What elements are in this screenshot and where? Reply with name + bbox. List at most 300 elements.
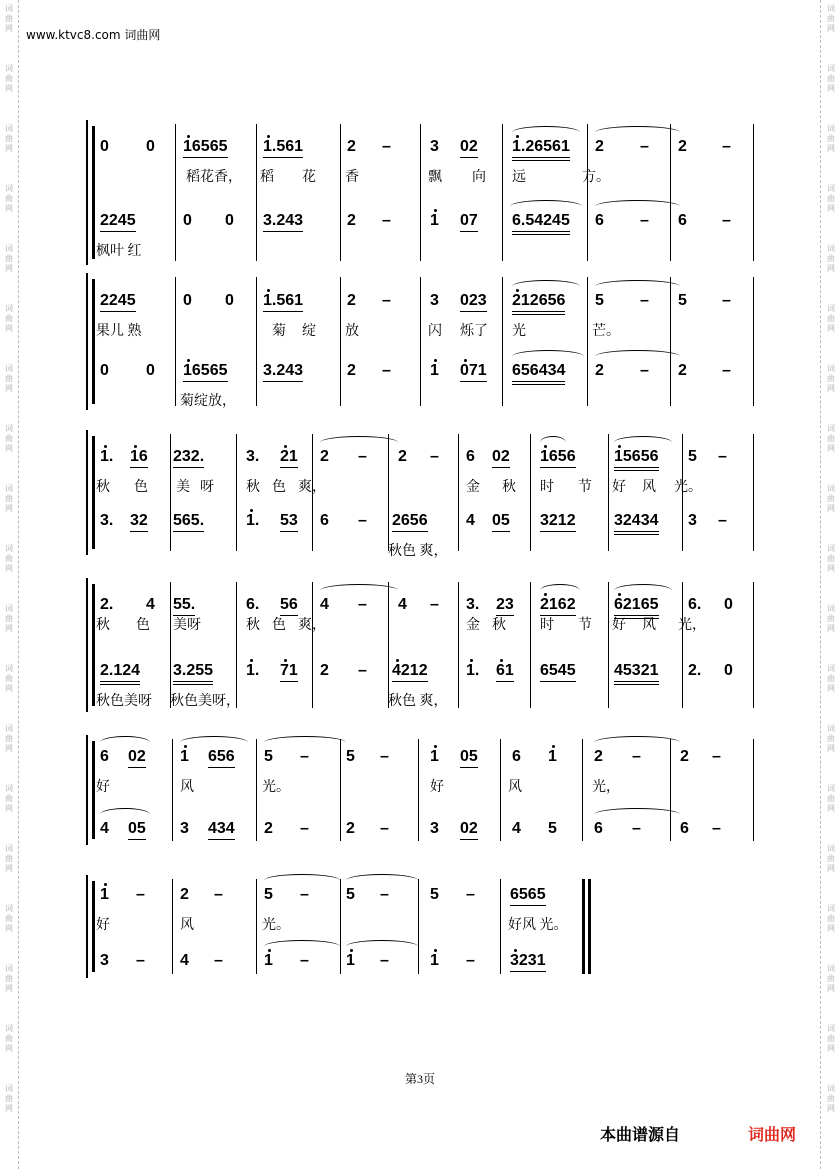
note-group: – xyxy=(712,820,721,837)
note-group: – xyxy=(382,138,391,155)
note-group: – xyxy=(300,886,309,903)
watermark-char: 曲 xyxy=(827,494,835,503)
watermark-char: 网 xyxy=(5,984,13,993)
watermark-char: 曲 xyxy=(5,14,13,23)
slur-arc xyxy=(594,736,680,749)
watermark-char: 词 xyxy=(5,304,13,313)
lyric: 时 xyxy=(540,618,554,633)
note-group: 05 xyxy=(128,820,146,838)
watermark-glyphs xyxy=(2,484,16,514)
note-group: 4 xyxy=(100,820,109,837)
source-label: 本曲谱源自 xyxy=(600,1125,681,1144)
watermark-glyphs xyxy=(824,124,838,154)
watermark-char: 词 xyxy=(827,664,835,673)
note-group: – xyxy=(632,820,641,837)
source-brand-link[interactable]: 词曲网 xyxy=(748,1125,797,1144)
note-group: 2656 xyxy=(392,512,428,530)
lyric: 花 xyxy=(302,170,316,185)
note-group: 0 xyxy=(100,362,109,379)
slur-arc xyxy=(346,940,418,953)
watermark-char: 网 xyxy=(5,384,13,393)
barline xyxy=(608,434,609,551)
note-group: 6545 xyxy=(540,662,576,680)
note-group: 1 xyxy=(264,952,273,970)
beam-line xyxy=(173,615,195,616)
beam-line xyxy=(512,314,565,315)
lyric: 色 xyxy=(136,618,150,633)
system-bracket xyxy=(86,430,88,555)
barline xyxy=(418,739,419,841)
slur-arc xyxy=(264,736,346,749)
watermark-char: 网 xyxy=(827,1044,835,1053)
beam-line xyxy=(460,839,478,840)
beam-line xyxy=(496,681,514,682)
slur-arc xyxy=(100,808,150,821)
watermark-char: 曲 xyxy=(827,914,835,923)
watermark-char: 曲 xyxy=(5,194,13,203)
octave-dot xyxy=(104,445,107,448)
lyric: 好 xyxy=(96,918,110,933)
watermark-char: 网 xyxy=(827,144,835,153)
barline xyxy=(458,582,459,708)
lyric: 芒。 xyxy=(592,324,620,339)
barline xyxy=(388,582,389,708)
slur-arc xyxy=(264,874,340,887)
octave-dot xyxy=(187,359,190,362)
watermark-char: 网 xyxy=(5,84,13,93)
note-group: 1.26561 xyxy=(512,138,570,156)
note-group: 2.124 xyxy=(100,662,140,680)
watermark-glyphs xyxy=(824,604,838,634)
lyric: 放 xyxy=(345,324,359,339)
slur-arc xyxy=(594,808,680,821)
note-group: 2 xyxy=(346,820,355,837)
watermark-glyphs xyxy=(824,364,838,394)
note-group: 5 xyxy=(430,886,439,903)
lyric: 好 xyxy=(612,480,626,495)
watermark-char: 词 xyxy=(5,844,13,853)
note-group: 1.561 xyxy=(263,138,303,156)
system-bracket xyxy=(86,578,88,712)
beam-line xyxy=(512,231,570,232)
note-group: 2 xyxy=(320,448,329,465)
lyric: 好 xyxy=(96,780,110,795)
watermark-char: 词 xyxy=(5,184,13,193)
watermark-char: 网 xyxy=(827,264,835,273)
barline xyxy=(670,277,671,406)
barline xyxy=(172,739,173,841)
beam-line xyxy=(512,160,570,161)
watermark-char: 曲 xyxy=(827,614,835,623)
watermark-char: 词 xyxy=(827,844,835,853)
note-group: – xyxy=(214,886,223,903)
octave-dot xyxy=(470,659,473,662)
lyric: 风 xyxy=(508,780,522,795)
lyric: 金 xyxy=(466,480,480,495)
note-group: – xyxy=(712,748,721,765)
watermark-glyphs xyxy=(824,484,838,514)
watermark-char: 曲 xyxy=(827,794,835,803)
note-group: 56 xyxy=(280,596,298,614)
barline xyxy=(500,879,501,974)
watermark-char: 曲 xyxy=(5,554,13,563)
note-group: 2. xyxy=(688,662,702,679)
watermark-glyphs xyxy=(824,304,838,334)
watermark-char: 词 xyxy=(827,724,835,733)
note-group: 4 xyxy=(180,952,189,969)
octave-dot xyxy=(187,135,190,138)
note-group: 656434 xyxy=(512,362,565,380)
barline xyxy=(236,434,237,551)
watermark-char: 曲 xyxy=(5,614,13,623)
barline xyxy=(458,434,459,551)
note-group: – xyxy=(136,886,145,903)
watermark-char: 词 xyxy=(827,1084,835,1093)
watermark-char: 词 xyxy=(5,544,13,553)
beam-line xyxy=(128,767,146,768)
note-group: 1 xyxy=(346,952,355,970)
lyric: 秋 xyxy=(96,618,110,633)
note-group: 2245 xyxy=(100,212,136,230)
lyric: 光。 xyxy=(262,780,290,795)
note-group: 3. xyxy=(246,448,260,465)
watermark-glyphs xyxy=(2,724,16,754)
system-bracket xyxy=(92,881,95,972)
note-group: – xyxy=(722,292,731,309)
barline xyxy=(340,277,341,406)
note-group: 16 xyxy=(130,448,148,466)
watermark-char: 词 xyxy=(827,784,835,793)
system-bracket xyxy=(92,741,95,839)
lyric: 爽， xyxy=(298,618,326,633)
note-group: – xyxy=(466,886,475,903)
watermark-glyphs xyxy=(2,124,16,154)
beam-line xyxy=(392,531,428,532)
lyric: 好风 光。 xyxy=(508,918,568,933)
note-group: – xyxy=(358,662,367,679)
beam-line xyxy=(263,157,303,158)
note-group: 2 xyxy=(320,662,329,679)
barline xyxy=(500,739,501,841)
beam-line xyxy=(540,467,576,468)
watermark-char: 曲 xyxy=(827,194,835,203)
lyric: 香 xyxy=(345,170,359,185)
beam-line xyxy=(263,381,303,382)
barline xyxy=(312,582,313,708)
lyric: 稻花香， xyxy=(186,170,242,185)
system-bracket xyxy=(86,735,88,845)
watermark-char: 曲 xyxy=(5,974,13,983)
barline xyxy=(256,739,257,841)
note-group: 4 xyxy=(466,512,475,529)
barline xyxy=(418,879,419,974)
note-group: 1.561 xyxy=(263,292,303,310)
right-watermark-strip xyxy=(824,0,838,1169)
beam-line xyxy=(263,231,303,232)
note-group: 4 xyxy=(146,596,155,613)
watermark-glyphs xyxy=(2,304,16,334)
beam-line xyxy=(614,470,659,471)
lyric: 呀 xyxy=(200,480,214,495)
lyric: 光。 xyxy=(262,918,290,933)
watermark-char: 曲 xyxy=(5,854,13,863)
lyric: 好 xyxy=(612,618,626,633)
watermark-glyphs xyxy=(2,604,16,634)
lyric: 色 xyxy=(134,480,148,495)
barline xyxy=(608,582,609,708)
note-group: 6 xyxy=(320,512,329,529)
beam-line xyxy=(614,684,659,685)
note-group: 1 xyxy=(548,748,557,766)
watermark-char: 曲 xyxy=(827,254,835,263)
beam-line xyxy=(460,381,487,382)
watermark-glyphs xyxy=(2,964,16,994)
watermark-char: 网 xyxy=(827,624,835,633)
note-group: 212656 xyxy=(512,292,565,310)
note-group: 05 xyxy=(460,748,478,766)
slur-arc xyxy=(512,350,584,363)
slur-arc xyxy=(510,200,582,213)
watermark-char: 词 xyxy=(5,124,13,133)
beam-line xyxy=(540,615,576,616)
watermark-glyphs xyxy=(824,664,838,694)
beam-line xyxy=(100,681,140,682)
note-group: 3.243 xyxy=(263,212,303,230)
note-group: – xyxy=(640,212,649,229)
beam-line xyxy=(100,684,140,685)
note-group: 0 xyxy=(724,596,733,613)
barline xyxy=(753,739,754,841)
watermark-glyphs xyxy=(2,424,16,454)
note-group: 61 xyxy=(496,662,514,680)
watermark-glyphs xyxy=(824,424,838,454)
note-group: 16565 xyxy=(183,138,228,156)
note-group: 6 xyxy=(594,820,603,837)
note-group: 16565 xyxy=(183,362,228,380)
barline xyxy=(530,582,531,708)
beam-line xyxy=(280,681,298,682)
lyric: 节 xyxy=(578,618,592,633)
note-group: 6 xyxy=(680,820,689,837)
beam-line xyxy=(392,681,428,682)
note-group: 53 xyxy=(280,512,298,530)
watermark-char: 曲 xyxy=(827,1094,835,1103)
slur-arc xyxy=(540,584,580,597)
note-group: – xyxy=(382,212,391,229)
watermark-char: 词 xyxy=(5,964,13,973)
watermark-char: 词 xyxy=(5,4,13,13)
note-group: 3 xyxy=(100,952,109,969)
note-group: 0 xyxy=(146,362,155,379)
note-group: 5 xyxy=(264,748,273,765)
watermark-char: 曲 xyxy=(827,1034,835,1043)
octave-dot xyxy=(267,289,270,292)
note-group: 3. xyxy=(100,512,114,529)
slur-arc xyxy=(512,280,580,293)
watermark-char: 词 xyxy=(827,964,835,973)
watermark-char: 网 xyxy=(827,984,835,993)
slur-arc xyxy=(595,200,680,213)
lyric: 风 xyxy=(180,780,194,795)
note-group: 2 xyxy=(594,748,603,765)
note-group: 1. xyxy=(466,662,479,680)
beam-line xyxy=(263,311,303,312)
note-group: 1 xyxy=(430,748,439,766)
note-group: – xyxy=(380,748,389,765)
beam-line xyxy=(183,381,228,382)
note-group: – xyxy=(640,138,649,155)
beam-line xyxy=(512,384,565,385)
system-bracket xyxy=(92,436,95,549)
lyric: 风 xyxy=(642,618,656,633)
watermark-char: 网 xyxy=(5,264,13,273)
watermark-char: 网 xyxy=(5,144,13,153)
note-group: 23 xyxy=(496,596,514,614)
barline xyxy=(753,434,754,551)
note-group: 15656 xyxy=(614,448,659,466)
note-group: – xyxy=(640,292,649,309)
slur-arc xyxy=(595,280,680,293)
barline xyxy=(670,739,671,841)
slur-arc xyxy=(346,874,418,887)
beam-line xyxy=(173,681,213,682)
note-group: 1. xyxy=(246,512,259,530)
system-bracket xyxy=(86,273,88,410)
watermark-glyphs xyxy=(2,904,16,934)
watermark-char: 词 xyxy=(5,424,13,433)
beam-line xyxy=(100,231,136,232)
beam-line xyxy=(512,157,570,158)
note-group: 6 xyxy=(512,748,521,765)
note-group: 05 xyxy=(492,512,510,530)
system-bracket xyxy=(86,120,88,265)
lyric: 光， xyxy=(592,780,620,795)
note-group: 2 xyxy=(347,362,356,379)
watermark-char: 网 xyxy=(5,504,13,513)
note-group: – xyxy=(722,362,731,379)
watermark-char: 词 xyxy=(827,904,835,913)
beam-line xyxy=(460,231,478,232)
lyric: 色 xyxy=(272,618,286,633)
watermark-char: 网 xyxy=(5,564,13,573)
note-group: – xyxy=(300,820,309,837)
watermark-glyphs xyxy=(824,4,838,34)
note-group: 3.243 xyxy=(263,362,303,380)
note-group: 4 xyxy=(320,596,329,613)
slur-arc xyxy=(614,436,672,449)
note-group: 3 xyxy=(180,820,189,837)
watermark-char: 曲 xyxy=(5,494,13,503)
watermark-glyphs xyxy=(824,844,838,874)
system-bracket xyxy=(92,279,95,404)
note-group: 02 xyxy=(128,748,146,766)
note-group: 6.54245 xyxy=(512,212,570,230)
watermark-char: 曲 xyxy=(827,974,835,983)
note-group: 5 xyxy=(346,886,355,903)
beam-line xyxy=(492,531,510,532)
watermark-glyphs xyxy=(2,844,16,874)
lyric: 秋色美呀 xyxy=(96,694,152,709)
slur-arc xyxy=(614,584,672,597)
note-group: 02 xyxy=(460,138,478,156)
watermark-char: 网 xyxy=(5,864,13,873)
note-group: – xyxy=(214,952,223,969)
note-group: 3 xyxy=(430,292,439,309)
watermark-glyphs xyxy=(824,964,838,994)
watermark-char: 词 xyxy=(827,244,835,253)
note-group: 2 xyxy=(347,292,356,309)
note-group: – xyxy=(632,748,641,765)
watermark-glyphs xyxy=(824,184,838,214)
watermark-char: 曲 xyxy=(827,554,835,563)
note-group: 32 xyxy=(130,512,148,530)
lyric: 向 xyxy=(472,170,486,185)
watermark-char: 词 xyxy=(5,1084,13,1093)
beam-line xyxy=(208,767,235,768)
note-group: 2 xyxy=(347,212,356,229)
watermark-char: 词 xyxy=(5,484,13,493)
note-group: 0 xyxy=(225,212,234,229)
note-group: 45321 xyxy=(614,662,659,680)
note-group: 2. xyxy=(100,596,114,613)
barline xyxy=(420,124,421,261)
lyric: 秋 xyxy=(246,618,260,633)
note-group: 2162 xyxy=(540,596,576,614)
note-group: – xyxy=(136,952,145,969)
beam-line xyxy=(183,157,228,158)
octave-dot xyxy=(250,659,253,662)
site-url[interactable]: www.ktvc8.com 词曲网 xyxy=(26,28,161,42)
note-group: 4 xyxy=(512,820,521,837)
note-group: 5 xyxy=(548,820,557,837)
note-group: 1. xyxy=(246,662,259,680)
watermark-char: 网 xyxy=(827,324,835,333)
system-bracket xyxy=(92,126,95,259)
note-group: 6 xyxy=(466,448,475,465)
note-group: 0 xyxy=(100,138,109,155)
octave-dot xyxy=(514,949,517,952)
barline xyxy=(502,277,503,406)
watermark-char: 词 xyxy=(827,544,835,553)
note-group: – xyxy=(358,512,367,529)
lyric: 飘 xyxy=(428,170,442,185)
note-group: 5 xyxy=(346,748,355,765)
watermark-glyphs xyxy=(2,4,16,34)
watermark-char: 词 xyxy=(5,904,13,913)
barline xyxy=(236,582,237,708)
beam-line xyxy=(510,905,546,906)
beam-line xyxy=(100,311,136,312)
note-group: – xyxy=(382,292,391,309)
watermark-char: 曲 xyxy=(5,374,13,383)
watermark-char: 网 xyxy=(827,684,835,693)
lyric: 爽， xyxy=(298,480,326,495)
barline xyxy=(582,879,585,974)
system-bracket xyxy=(92,584,95,706)
note-group: 565. xyxy=(173,512,204,530)
note-group: 3 xyxy=(688,512,697,529)
barline xyxy=(175,277,176,406)
note-group: 32434 xyxy=(614,512,659,530)
watermark-char: 曲 xyxy=(827,374,835,383)
barline xyxy=(530,434,531,551)
left-dashed-border xyxy=(18,0,19,1169)
octave-dot xyxy=(104,883,107,886)
lyric: 色 xyxy=(272,480,286,495)
slur-arc xyxy=(595,126,680,139)
watermark-glyphs xyxy=(2,784,16,814)
beam-line xyxy=(512,234,570,235)
